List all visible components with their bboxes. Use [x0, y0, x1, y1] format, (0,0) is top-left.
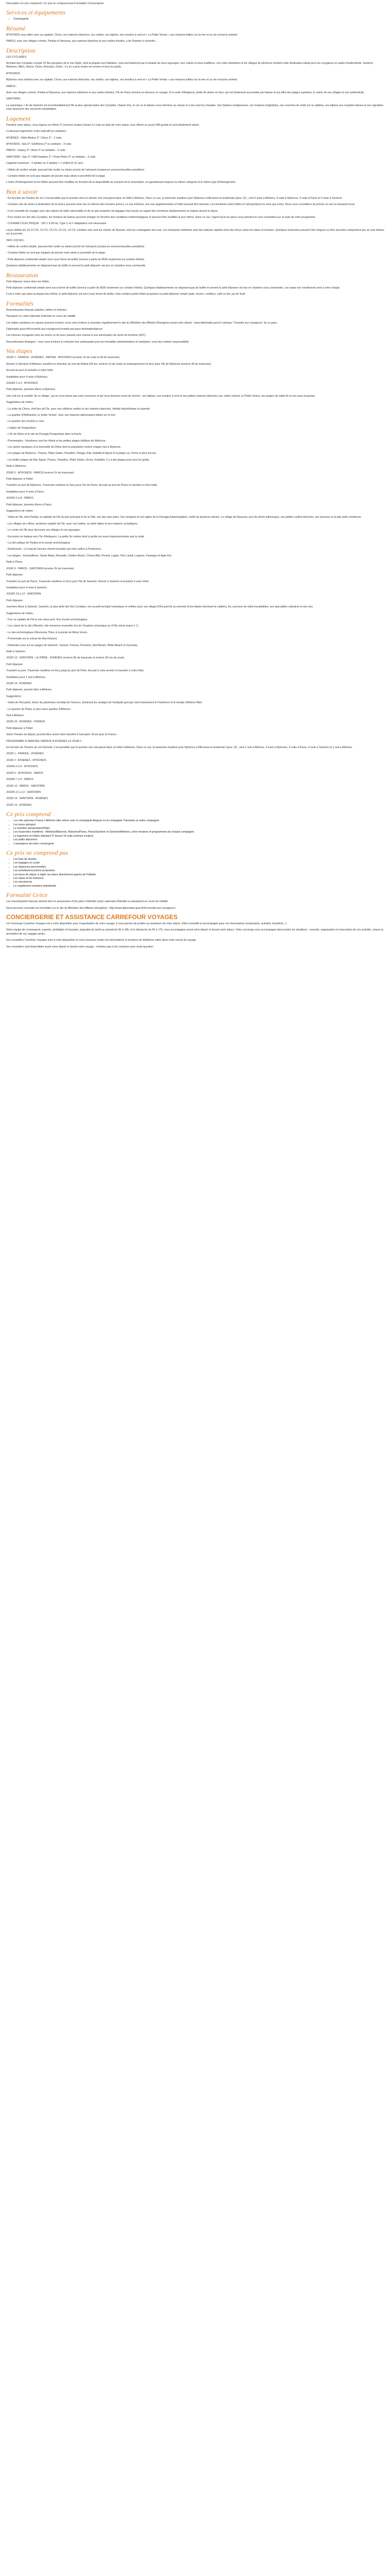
section-paragraph: Transfert au port de Paros. Traversée maritime en ferry pour l'île de Santorin. Arrivée à Santorin et transfert à votre hôtel.: [6, 580, 150, 583]
section-paragraph: Notre équipe de conciergerie, experte, privilégiée et humaine, joignable du lundi au samedi de 9h à 18h, et le dimanche de 9h à 17h, vous accompagne avant votre départ et durant votre séjour. Votre concierge vous accompagne dans toutes les situations : conseils, organisation et réservation de vos activités, retard ou annulation de vol, bagage perdu...: [6, 928, 384, 936]
section-paragraph: JOUR 14 : ATHÈNES: [6, 682, 32, 685]
section-paragraph: - En fonction de l'horaire de vol, il est possible que le premier et/ou le dernier soir soit passé dans un hôtel à Athènes. Dans ce cas, la traversée maritime pour Mykonos s'effectuera le lendemain (pour J2) ; sont 5 nuits à Athènes, 4 nuits à Mykonos, 4 nuits à Paros et 4 nuits à Santorin.: [6, 196, 343, 200]
section-paragraph: - Visite de l'île, dont Parikia, la capitale de l'île au port principal et de la Ville, une des plus jolies. Ses remparts et son église de la Panagia Ekatontapiliani, vieille de plusieurs siècles. Le village de Naoussa, port de pêche pittoresque, ses petites ruelles blanches, ses tavernes et la jolie jetée vénitienne.: [6, 516, 362, 519]
section-paragraph: Leçon Hôtels les 1S CS 2S, 1S CS, 1S CS, 1S CS, 1S CS. Certains vols sont les charter de Ryanair, sont les compagnies low-cost. Les transports maritimes sont des bateaux rapides et/ou des ferrys selon les dates et horaires. Quelques traversées peuvent être longues ou être assurées uniquement par un seul bateau sur la journée.: [6, 228, 384, 236]
section-paragraph: SANTORIN : Star 3* / Mill Paradise 3* / Porta Pietro 3* ou similaire - 3 nuits: [6, 155, 95, 159]
section-paragraph: Petit déjeuner continental simple servi sous forme de buffet (service à partir de 8h30 seulement sur certains hôtels). Quelques établissements ne disposent pas de buffet et servent le petit déjeuner via leur en chambre sous commande. Les repas non mentionnés sont à votre charge.: [6, 286, 340, 290]
section-paragraph: - Les villages de Lefkes, ancienne capitale de l'île, avec ses ruelles, sa belle église et ses maisons cycladiques.: [6, 522, 138, 526]
section-paragraph: Transfert au port de Mykonos. Traversée maritime en ferry pour l'île de Paros. Accueil au port de Paros et transfert à votre hôtel.: [6, 484, 158, 487]
section-list: [6, 18, 385, 21]
section-paragraph: LES CYCLADES: [6, 55, 27, 59]
list-item: • Le transfert aéroport/port/hôtel: [13, 827, 385, 831]
section-paragraph: Quelques établissements ne disposent pas de buffet et servent le petit déjeuner via leur en chambre sous commande.: [6, 264, 146, 268]
section-title: Ce prix ne comprend pas: [6, 849, 69, 856]
section-paragraph: PAROS :: [6, 84, 17, 88]
section-paragraph: - L'église de Paraportiani.: [6, 426, 37, 430]
section-paragraph: Avec ses villages colorés, Parikia et Naoussa, aux maisons blanches et aux ruelles étroites, l'île de Paros termine en douceur ce voyage. À la visite d'Antiparos, petite île située en face, qui est facilement accessible par bateau et qui offre des plages superbes, le calme de ses villages et son authenticité.: [6, 91, 365, 95]
section-title: Ce prix comprend: [6, 810, 51, 818]
section-paragraph: - La quartier d'Alefkandra, la 'petite Venise', avec ses maisons pittoresques bâties sur la mer.: [6, 413, 116, 417]
section-paragraph: PROGRAMME SI ARRIVÉE TARDIVE À ATHÈNES LE JOUR 1 :: [6, 739, 84, 743]
section-paragraph: - Visite de l'Acropole, trésor du patrimoine mondial de l'Unesco, dominant les vestiges de l'antiquité grecque dont notamment le Parthénon et le temple d'Athéna Niké.: [6, 701, 203, 705]
list-item: • L'assistance de notre conciergerie: [13, 842, 385, 846]
section-paragraph: - Il est conseillé de voyager avec des valises de taille raisonnable et de ne pas emporter de bagages trop lourds au regard des nombreux déplacements en bateau durant le séjour.: [6, 209, 219, 213]
page-intro: Description Ce prix comprend / Ce prix ne comprend pas Formalités Concierrgerie: [6, 2, 104, 5]
list-item: • Les taxes aéroport: [13, 823, 385, 827]
section-title: Vos étapes: [6, 347, 32, 355]
section-paragraph: Suggestions de visites :: [6, 401, 35, 404]
section-paragraph: - Petit déjeuner continental simple servi sous forme de buffet (service à partir de 8h30 seulement sur certains hôtels).: [6, 258, 145, 261]
section-paragraph: JOUR 1 : FRANCE - ATHÈNES: [6, 752, 44, 756]
section-paragraph: Petit déjeuner, journées libres à Mykonos.: [6, 388, 56, 392]
section-paragraph: - Les plages : Kolymbithres, Santa Maria, Monastiri, Golden Beach, Chrissi Akti, Pounta, Lageri, Piso Livadi, Logaras, Farangas et Agia Irini.: [6, 554, 172, 557]
section-paragraph: - Le site archéologique d'Ancienne Thira, à la pointe de Mésa Vouno.: [6, 631, 88, 634]
section-paragraph: JOURS 11 à 13 : SANTORIN: [6, 790, 41, 794]
section-paragraph: - Certains vols de retour à destination de la Grèce peuvent avoir lieu en dehors des horaires prévus. Le cas échéant, une nuit supplémentaire à l'hôtel pourrait être facturée. Les transferts entre hôtels et l'aéroport/port ne sont pas inclus. Nous vous conseillons de prévoir un taxi ou transport local.: [6, 203, 355, 207]
section-paragraph: L'ordre d'hébergement et les hôtels peuvent être modifiés en fonction de la disponibilité au moment de la réservation, en garantissant toujours la même catégorie et le même type d'hébergement.: [6, 181, 236, 184]
section-paragraph: Pendant votre séjour, vous logerez en hôtels 3* (normes locales) durant 11 nuits au total de votre séjour, tous offrent un accès Wifi gratuit et sont idéalement situés.: [6, 123, 200, 127]
list-item: • Les frais de dossier: [13, 858, 385, 861]
section-paragraph: Petit déjeuner à l'hôtel.: [6, 726, 34, 730]
section-paragraph: Ressortissants étrangers : nous vous invitons à contacter leur ambassade pour les formalités administratives et sanitaires, sous leur entière responsabilité.: [6, 340, 190, 344]
list-item: • Les petits déjeuners: [13, 838, 385, 842]
section-list: [6, 819, 385, 846]
section-title: Description: [6, 46, 36, 54]
section-paragraph: JOURS 3 à 5 : MYKONOS: [6, 765, 38, 769]
section-title: Logement: [6, 114, 31, 122]
section-paragraph: JOURS 2 à 4 : MYKONOS: [6, 381, 38, 385]
section-paragraph: SANTORIN :: [6, 97, 22, 101]
section-paragraph: - Les plages de Mykonos : Psarou, Platis Gialos, Paradise, Paraga, Elia, Kalafati et Agrari et la plage Lia, Ornos et plus encore.: [6, 452, 157, 455]
list-item: • Le logement en hôtels standard 3* durant 14 nuits (normes locales): [13, 835, 385, 838]
section-paragraph: Mykonos vous séduira avec sa capitale, Chora, ses maisons blanches, ses ruelles, ses églises, ses moulins à vent et « La Petite Venise » aux maisons bâties sur la mer et sa vie nocturne animée.: [6, 78, 238, 82]
section-paragraph: Diplomatie.gouv.fr/fr/conseils-aux-voyageurs/conseils-par-pays-destination/grece/: [6, 328, 103, 331]
section-paragraph: Les mineurs voyageant sans au moins un de leurs parents sont soumis à une autorisation de sortie de territoire (AST).: [6, 334, 146, 337]
section-title: Bon à savoir: [6, 188, 38, 195]
section-paragraph: JOUR 2 : ATHÈNES - MYKONOS: [6, 758, 46, 762]
section-paragraph: Selon l'horaire de départ, journée libre avant votre transfert à l'aéroport. Envol pour la France.: [6, 733, 117, 737]
section-paragraph: - L'île de Délos et le site du Panagia Paraportiani dans la Korés.: [6, 433, 82, 436]
section-paragraph: - Le centre de l'île pour découvrir ses villages et ses paysages.: [6, 529, 81, 532]
section-paragraph: - Certains hôtels ne sont pas équipés de piscine mais situés à proximité de la plage.: [6, 174, 106, 178]
section-title: Restauration: [6, 271, 38, 279]
page: [0, 0, 391, 955]
list-item: • Les taxes de séjour à régler sur place directement auprès de l'hôtelier: [13, 873, 385, 877]
section-paragraph: MYKONOS : Elia 3* / Eleftheria 3* ou similaire - 3 nuits: [6, 142, 71, 146]
section-paragraph: - Fira, la capitale de l'île et son vieux port. Son musée archéologique.: [6, 618, 88, 621]
section-title: CONCIERGERIE ET ASSISTANCE CARREFOUR VOYAGES: [6, 913, 178, 921]
section-paragraph: Installation pour 4 nuits à Santorin.: [6, 586, 47, 589]
section-paragraph: Les règles sanitaires en vigueur pouvant évoluer, nous vous invitons à consulter régulièrement le site du Ministère des Affaires Étrangères avant votre départ : www.diplomatie.gouv.fr rubrique "Conseils aux voyageurs" de ce pays.: [6, 321, 278, 325]
section-paragraph: Nuits à Paros.: [6, 561, 23, 564]
section-paragraph: Petit déjeuner, journées libres à Paros.: [6, 503, 53, 506]
section-title: Formalités: [6, 299, 34, 307]
section-paragraph: Petit déjeuner.: [6, 663, 24, 666]
section-paragraph: Archipel des Cyclades compte 16 îles groupées de la mer Égée, dont la plupart sont habitées, vous enchanteront par la beauté de leurs paysages, leur culture et leurs traditions. Les côtes dentelées et les villages de pêcheurs rendent cette destination idéale pour les voyageurs en quête d'authenticité. Santorin, Mykonos, Milos, Naxos, Paros, Amorgos, Delos : il y en a pour toutes les envies et tous les goûts.: [6, 62, 374, 69]
section-paragraph: JOUR 15 : ATHÈNES: [6, 803, 32, 807]
section-paragraph: - Les ruines de la cité d'Akrotiri, cité minoenne ensevelie lors de l'éruption volcanique au XVIIe siècle avant J.-C.: [6, 624, 139, 628]
list-item: • Les repas et les boissons: [13, 877, 385, 880]
section-paragraph: Nuits à Santorin.: [6, 650, 26, 653]
section-paragraph: - Hôtels de confort simple, pouvant être isolés ou situés proche de l'aéroport (nuisances sonores/visuelles possibles).: [6, 245, 145, 248]
section-paragraph: Accueil au port et transfert à votre hôtel.: [6, 369, 54, 372]
list-item: • Les vols spéciaux France / Athènes aller-retour avec la compagnie Aegean ou la compagnie Transavia ou autre compagnie: [13, 819, 385, 823]
section-list: [6, 858, 385, 888]
section-paragraph: Journées libres à Santorin. Santorin, la plus belle des îles Cyclades, est un petit archipel volcanique et célèbre pour son village d'Oia perché au sommet d'une falaise dominant la caldeira, les couchers de soleil inoubliables, ses spécialités culinaires et ses vins.: [6, 605, 314, 609]
section-paragraph: - Détendez-vous sur les plages de Santorin : Kamari, Perissa, Perivolos, Red Beach, White Beach et Vlychada.: [6, 643, 138, 647]
section-paragraph: ATHÈNES : Hôtel Attalos 3* / Zinon 3* - 2 nuits: [6, 136, 62, 140]
section-paragraph: JOURS 10 à 12 : SANTORIN: [6, 592, 41, 596]
section-paragraph: - Excursion en bateau vers l'île d'Antiparos. La petite île voisine dont la grotte est aussi impressionnante que la visite.: [6, 535, 145, 538]
section-paragraph: JOUR 13 : SANTORIN - LE PIRÉE - ATHÈNES (environ 8h de traversée et environ 30 mn de route): [6, 656, 124, 660]
section-title: Formalité Grèce: [6, 891, 48, 899]
section-paragraph: - Promenade sur le volcan de Nea Kameni.: [6, 637, 58, 641]
section-paragraph: Capacité maximum : 3 adultes ou 2 adultes + 1 enfant (0-11 ans): [6, 162, 83, 165]
section-paragraph: JOUR 5 : MYKONOS - PAROS (environ 1h de traversée): [6, 471, 74, 474]
content: [6, 9, 385, 949]
section-title: Résumé: [6, 24, 26, 32]
list-item: • Les bagages en soute: [13, 861, 385, 865]
list-item: • Le supplément chambre individuelle: [13, 885, 385, 888]
section-paragraph: Petit déjeuner, journée libre à Athènes.: [6, 688, 53, 692]
section-paragraph: Nuit à Athènes.: [6, 714, 25, 718]
section-paragraph: Un Concierge Carrefour Voyages est à votre disposition pour l'organisation de votre voyage. Il vous permet de profiter au maximum de votre séjour, d'être conseillé et accompagné pour vos réservations (restaurants, activités, transferts...).: [6, 922, 287, 926]
section-paragraph: - La visite de Chora, chef-lieu de l'île, avec ses célèbres ruelles et ses maisons blanches, dédale labyrinthique et superbe.: [6, 407, 151, 411]
section-paragraph: - Promenades : Nombreux sont les hôtels et les petites plages idyllique de Mykonos.: [6, 439, 106, 443]
section-paragraph: Nuits à Mykonos.: [6, 465, 27, 468]
section-paragraph: Il est à noter que dans la plupart des hôtels, le petit déjeuner est servi sous forme de buffet, mais certains petits hôtels proposent un petit-déjeuner simple (pain, beurre, confiture, café ou thé, jus de fruit).: [6, 293, 246, 296]
section-paragraph: Suggestions de visites :: [6, 612, 35, 615]
section-paragraph: Transfert au port. Traversée maritime en ferry jusqu'au port du Pirée. Accueil à votre arrivée et transfert à votre hôtel.: [6, 669, 144, 673]
section-paragraph: PAROS, avec ses villages colorés, Parikia et Naoussa, aux maisons blanches et aux ruelles étroites, a de l'histoire à revendre…: [6, 40, 158, 43]
section-paragraph: Les ressortissants français doivent être en possession d'une pièce d'identité (carte nationale d'identité ou passeport) en cours de validité.: [6, 900, 169, 904]
section-paragraph: - Hôtels de confort simple, pouvant être isolés ou situés proche de l'aéroport (nuisances sonores/visuelles possibles).: [6, 168, 145, 172]
section-paragraph: Petit déjeuner inclus dans les hôtels.: [6, 280, 50, 283]
section-paragraph: JOUR 9 : PAROS - SANTORIN (environ 3h de traversée): [6, 567, 74, 570]
section-paragraph: Petit déjeuner.: [6, 599, 24, 602]
section-paragraph: La volcanique « Île de Santorin est incontestablement l'île la plus spectaculaire des Cyclades. Depuis Fira, le car ou le bateau vous emmène au volcan et à ses sources chaudes. Ses falaises vertigineuses, ses maisons troglodytes, ses couchers de soleil sur la caldeira, ses églises aux coupoles bleues et ses vignobles vous laisseront des souvenirs inoubliables.: [6, 104, 384, 111]
list-item: • Les assurances: [13, 880, 385, 884]
section-paragraph: En fonction de l'horaire de vol d'arrivée, il est possible que le premier soir soit passé dans un hôtel à Athènes. Dans ce cas, la traversée maritime pour Mykonos s'effectuera le lendemain (pour J2) ; sont 1 nuit à Athènes, 4 nuits à Mykonos, 4 nuits à Paros, 4 nuits à Santorin et 1 nuit à Athènes.: [6, 746, 353, 750]
section-paragraph: Installation pour 1 nuit à Athènes.: [6, 675, 46, 679]
section-paragraph: Ci-dessous logements à titre indicatif (ou similaire) :: [6, 130, 68, 133]
section-paragraph: Suggestions :: [6, 694, 23, 698]
section-paragraph: PAROS : Galaxy 3* / Arian 3* ou similaire - 3 nuits: [6, 149, 66, 152]
section-title: Services et équipements: [6, 9, 66, 16]
section-paragraph: - Les belles plages de Elia, Agrari, Psarou, Paradise, Platis Gialos, Ornos, Kalafatis. Il y a des plages pour tous les goûts.: [6, 458, 150, 462]
section-paragraph: JOURS 6 à 8 : PAROS: [6, 497, 34, 500]
section-paragraph: Arrivée à l'aéroport d'Athènes, transfert en direction du port de Rafina (45 km, environ 1h de route) et embarquement en ferry pour l'île de Mykonos (environ 4h de traversée).: [6, 362, 212, 366]
section-paragraph: Passeport ou carte nationale d'identité en cours de validité.: [6, 315, 76, 318]
section-paragraph: - Certains hôtels ne sont pas équipés de piscine mais situés à proximité de la plage.: [6, 251, 106, 255]
section-paragraph: Une nuit sur le modèle 'de ce village', qui ne vous laisse pas sans souvenirs et qui vous donnera envie de revenir ; ses églises, ses moulins à vent et ses petites maisons blanches aux volets colorés, la Petite Venise, ses plages de sable fin et ses eaux turquoise.: [6, 394, 316, 398]
section-paragraph: Petit déjeuner.: [6, 573, 24, 577]
section-paragraph: Vos conseillers sont disponibles avant votre départ et durant votre voyage ; n'hésitez pas à les contacter pour toute question.: [6, 945, 154, 948]
section-paragraph: MYKONOS vous attire avec sa capitale, Chora, ses maisons blanches, ses ruelles, ses églises, ses moulins à vent et « La Petite Venise » aux maisons bâties sur la mer et sa vie nocturne animée.: [6, 33, 238, 37]
section-paragraph: JOUR 6 : MYKONOS - PAROS: [6, 771, 43, 775]
section-paragraph: JOUR 10 : PAROS - SANTORIN: [6, 784, 45, 788]
section-paragraph: MYKONOS :: [6, 72, 22, 75]
section-paragraph: JOUR 14 : SANTORIN - ATHÈNES: [6, 797, 48, 801]
section-paragraph: Vos conseillers Carrefour Voyages sont à votre disposition et vous trouverez toutes les informations et numéros de téléphone utiles dans votre carnet de voyage.: [6, 939, 197, 942]
section-paragraph: Nous pouvons consulter les formalités sur le site du Ministère des Affaires étrangères : http://www.diplomatie.gouv.fr/fr/conseils-aux-voyageurs/: [6, 906, 175, 910]
section-paragraph: - La cité antique de Parikia et le musée archéologique.: [6, 541, 71, 545]
section-paragraph: JOURS 7 à 9 : PAROS: [6, 778, 34, 782]
section-paragraph: Installation pour 4 nuits à Paros.: [6, 490, 45, 494]
section-paragraph: Installation pour 4 nuits à Mykonos.: [6, 375, 48, 379]
section-paragraph: - Le quartier des moulins à vent.: [6, 420, 45, 423]
section-paragraph: - Le quartier de Plaka, le plus vieux quartier d'Athènes.: [6, 707, 71, 711]
list-item: • Les dépenses personnelles: [13, 866, 385, 869]
section-paragraph: - Pour toutes les îles des Cyclades, les horaires de bateau peuvent changer en fonction des conditions météorologiques et peuvent être modifiés le jour même. Dans ce cas, l'agent local sur place vous prévient et vous conseillera sur la suite de votre programme.: [6, 215, 316, 219]
list-item: • Les activités/excursions proposées: [13, 869, 385, 873]
section-paragraph: INFO VISITES :: [6, 239, 25, 242]
section-paragraph: Petit déjeuner à l'hôtel.: [6, 478, 34, 481]
section-paragraph: JOUR 1 : FRANCE - ATHÈNES - RAFINA - MYKONOS (environ 1h de route et 4h de traversée): [6, 356, 120, 360]
section-paragraph: - COURANT ÉLECTRIQUE : 230 V à 50 Hz. Type C et F. Adaptateur non nécessaire.: [6, 222, 107, 226]
list-item: • Les traversées maritimes : Athènes/Mykonos, Mykonos/Paros, Paros/Santorin et Santorin/Athènes, selon horaires et programmes de chaque compagnie: [13, 831, 385, 834]
section-paragraph: - Randonnée : Le long de l'ancien chemin byzantin qui relie Lefkes à Prodromos.: [6, 548, 102, 551]
section-paragraph: Ressortissants français (adultes, bébés et enfants) :: [6, 308, 68, 312]
section-paragraph: Suggestions de visites :: [6, 510, 35, 513]
section-paragraph: - Les sports nautiques et la bronzette de Délos dont la population revient chaque nuit à Mykonos.: [6, 445, 121, 449]
list-item: • Conciergerie: [13, 18, 385, 21]
section-paragraph: JOUR 15 : ATHÈNES - FRANCE: [6, 720, 45, 724]
